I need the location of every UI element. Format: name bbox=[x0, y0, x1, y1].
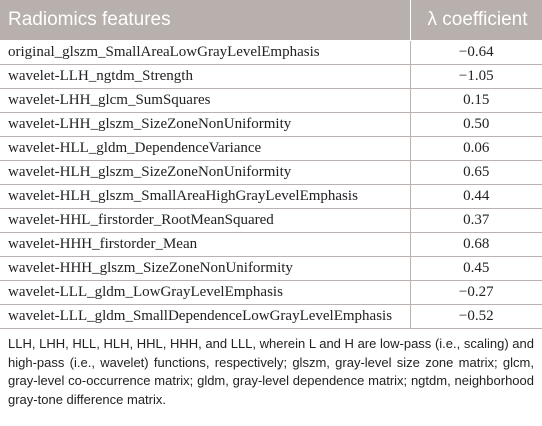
coefficient-cell: 0.65 bbox=[410, 160, 542, 184]
table-row bbox=[0, 40, 542, 64]
feature-name-cell: wavelet-HHH_firstorder_Mean bbox=[0, 232, 410, 256]
coefficient-cell: −0.27 bbox=[410, 280, 542, 304]
table-row bbox=[0, 136, 542, 160]
table-row bbox=[0, 208, 542, 232]
coefficient-cell: 0.37 bbox=[410, 208, 542, 232]
coefficient-cell: 0.06 bbox=[410, 136, 542, 160]
table-row bbox=[0, 304, 542, 328]
table-row bbox=[0, 88, 542, 112]
feature-name-cell: wavelet-HLH_glszm_SizeZoneNonUniformity bbox=[0, 160, 410, 184]
feature-name-cell: wavelet-LLL_gldm_SmallDependenceLowGrayLevelEmphasis bbox=[0, 304, 410, 328]
coefficient-cell: 0.15 bbox=[410, 88, 542, 112]
feature-name-cell: wavelet-LHH_glcm_SumSquares bbox=[0, 88, 410, 112]
table-body bbox=[0, 40, 542, 328]
table-row bbox=[0, 256, 542, 280]
feature-name-cell: wavelet-LLH_ngtdm_Strength bbox=[0, 64, 410, 88]
feature-name-cell: wavelet-HHH_glszm_SizeZoneNonUniformity bbox=[0, 256, 410, 280]
table-footnote: LLH, LHH, HLL, HLH, HHL, HHH, and LLL, wherein L and H are low-pass (i.e., scaling) and high-pass (i.e., wavelet) functions, respectively; glszm, gray-level size zone matrix; glcm, gray-level co-occurrence matrix; gldm, gray-level dependence matrix; ngtdm, neighborhood gray-tone difference matrix. bbox=[8, 336, 534, 407]
feature-name-cell: wavelet-LHH_glszm_SizeZoneNonUniformity bbox=[0, 112, 410, 136]
feature-name-cell: wavelet-LLL_gldm_LowGrayLevelEmphasis bbox=[0, 280, 410, 304]
table-row bbox=[0, 64, 542, 88]
coefficient-cell: 0.44 bbox=[410, 184, 542, 208]
coefficient-cell: −0.64 bbox=[410, 40, 542, 64]
table-row bbox=[0, 232, 542, 256]
coefficient-cell: 0.45 bbox=[410, 256, 542, 280]
header-radiomics-features: Radiomics features bbox=[0, 0, 410, 40]
coefficient-cell: −0.52 bbox=[410, 304, 542, 328]
table-header-row bbox=[0, 0, 542, 40]
feature-name-cell: original_glszm_SmallAreaLowGrayLevelEmphasis bbox=[0, 40, 410, 64]
table-header bbox=[0, 0, 542, 40]
table-row bbox=[0, 184, 542, 208]
coefficient-cell: −1.05 bbox=[410, 64, 542, 88]
table-row bbox=[0, 112, 542, 136]
table-row bbox=[0, 160, 542, 184]
header-lambda-coefficient: λ coefficient bbox=[410, 0, 542, 40]
feature-name-cell: wavelet-HHL_firstorder_RootMeanSquared bbox=[0, 208, 410, 232]
coefficient-cell: 0.50 bbox=[410, 112, 542, 136]
table-row bbox=[0, 280, 542, 304]
feature-name-cell: wavelet-HLL_gldm_DependenceVariance bbox=[0, 136, 410, 160]
feature-name-cell: wavelet-HLH_glszm_SmallAreaHighGrayLevelEmphasis bbox=[0, 184, 410, 208]
coefficient-cell: 0.68 bbox=[410, 232, 542, 256]
